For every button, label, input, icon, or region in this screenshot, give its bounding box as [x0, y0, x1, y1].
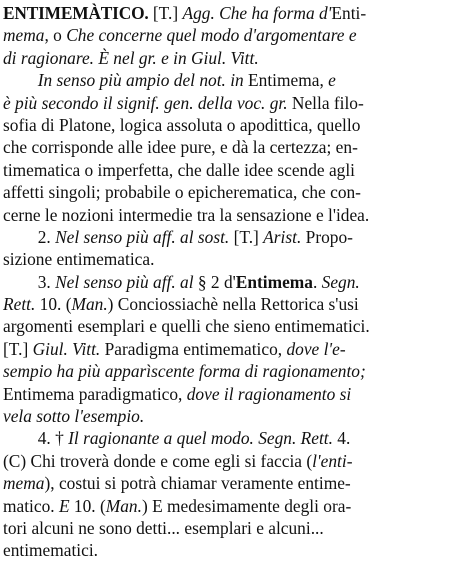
- headword: ENTIMEMÀTICO.: [3, 3, 149, 23]
- entry-line: [3, 92, 463, 114]
- entry-text-segment: mema: [3, 473, 45, 494]
- entry-text-segment: che corrisponde alle idee pure, e dà la certezza; en-: [3, 137, 358, 158]
- entry-line: [3, 472, 463, 494]
- entry-text-segment: [T.]: [148, 3, 183, 23]
- entry-text-segment: Nel senso più aff. al: [55, 271, 194, 292]
- entry-text-segment: Rett.: [3, 294, 36, 315]
- entry-text-segment: ), costui si potrà chiamar veramente entime-: [44, 473, 351, 494]
- entry-text-segment: [3, 70, 38, 90]
- entry-line: [3, 181, 463, 203]
- entry-text-segment: è più secondo il signif. gen. della voc. gr.: [3, 92, 288, 113]
- entry-text-segment: Il ragionante a quel modo. Segn. Rett.: [68, 428, 333, 449]
- entry-text-segment: affetti singoli; probabile o epicherematica, che con-: [3, 182, 361, 203]
- entry-text-segment: [T.]: [3, 338, 33, 359]
- entry-text-segment: (C) Chi troverà donde e come egli si faccia (: [3, 450, 313, 471]
- entry-line: [3, 360, 463, 382]
- entry-text-segment: Entimema,: [243, 70, 329, 91]
- entry-line: [3, 338, 463, 360]
- entry-line: [3, 450, 463, 472]
- entry-line: [3, 293, 463, 315]
- entry-text-segment: e: [328, 70, 336, 91]
- entry-line: [3, 47, 463, 69]
- entry-line: [3, 69, 463, 91]
- entry-line: [3, 204, 463, 226]
- entry-text-segment: Man.: [71, 294, 108, 315]
- entry-text-segment: mema: [3, 25, 45, 46]
- entry-line: [3, 114, 463, 136]
- entry-line: [3, 2, 463, 24]
- entry-text-segment: sizione entimematica.: [3, 249, 155, 270]
- entry-text-segment: dove il ragionamento si: [186, 383, 352, 404]
- entry-text-segment: 4.: [332, 428, 351, 449]
- entry-text-segment: vela sotto l'esempio.: [3, 406, 145, 427]
- entry-text-segment: Entimema: [235, 271, 313, 292]
- entry-line: [3, 539, 463, 561]
- dictionary-entry: [3, 2, 469, 562]
- entry-text-segment: sempio ha più apparìscente forma di ragionamento;: [3, 361, 366, 382]
- entry-line: [3, 405, 463, 427]
- entry-text-segment: [T.]: [229, 226, 264, 247]
- entry-text-segment: Segn.: [321, 271, 360, 292]
- entry-text-segment: ) Conciossiachè nella Rettorica s'usi: [107, 294, 359, 315]
- entry-text-segment: Paradigma entimematico,: [100, 338, 287, 359]
- entry-text-segment: Giul. Vitt.: [32, 338, 101, 359]
- entry-line: [3, 383, 463, 405]
- entry-text-segment: cerne le nozioni intermedie tra la sensazione e l'idea.: [3, 204, 370, 225]
- entry-text-segment: Che concerne quel modo d'argomentare e: [66, 25, 357, 46]
- entry-text-segment: di ragionare. È nel gr. e in Giul. Vitt.: [3, 47, 259, 68]
- entry-text-segment: argomenti esemplari e quelli che sieno entimematici.: [3, 316, 370, 337]
- entry-text-segment: Propo-: [301, 226, 353, 247]
- entry-text-segment: 3.: [3, 271, 56, 292]
- entry-text-segment: sofia di Platone, logica assoluta o apodittica, quello: [3, 114, 361, 135]
- entry-text-segment: 10. (: [35, 294, 72, 315]
- entry-line: [3, 226, 463, 248]
- entry-text-segment: tori alcuni ne sono detti... esemplari e alcuni...: [3, 517, 324, 538]
- entry-text-segment: E: [58, 495, 70, 516]
- entry-line: [3, 136, 463, 158]
- entry-line: [3, 495, 463, 517]
- entry-line: [3, 271, 463, 293]
- entry-text-segment: Arist.: [263, 226, 302, 247]
- entry-text-segment: timematica o imperfetta, che dalle idee scende agli: [3, 159, 356, 180]
- entry-line: [3, 24, 463, 46]
- entry-text-segment: Nella filo-: [287, 92, 364, 113]
- entry-text-segment: Entimema paradigmatico,: [3, 383, 187, 404]
- entry-text-segment: matico.: [3, 495, 59, 516]
- entry-line: [3, 315, 463, 337]
- entry-text-segment: ) E medesimamente degli ora-: [141, 495, 352, 516]
- entry-line: [3, 517, 463, 539]
- entry-text-segment: , o: [44, 25, 67, 46]
- entry-line: [3, 248, 463, 270]
- entry-text-segment: Man.: [105, 495, 142, 516]
- entry-text-segment: Nel senso più aff. al sost.: [55, 226, 230, 247]
- entry-text-segment: l'enti-: [312, 450, 353, 471]
- entry-line: [3, 427, 463, 449]
- entry-text-segment: .: [312, 271, 322, 292]
- entry-text-segment: 10. (: [69, 495, 106, 516]
- entry-text-segment: In senso più ampio del not. in: [37, 70, 244, 91]
- entry-text-segment: entimematici.: [3, 540, 99, 561]
- entry-text-segment: 2.: [3, 226, 56, 247]
- entry-text-segment: § 2 d': [193, 271, 236, 292]
- entry-line: [3, 159, 463, 181]
- entry-text-segment: dove l'e-: [286, 338, 346, 359]
- entry-text-segment: 4. †: [3, 428, 69, 449]
- entry-text-segment: Enti-: [331, 3, 367, 23]
- entry-text-segment: Agg. Che ha forma d': [182, 3, 332, 23]
